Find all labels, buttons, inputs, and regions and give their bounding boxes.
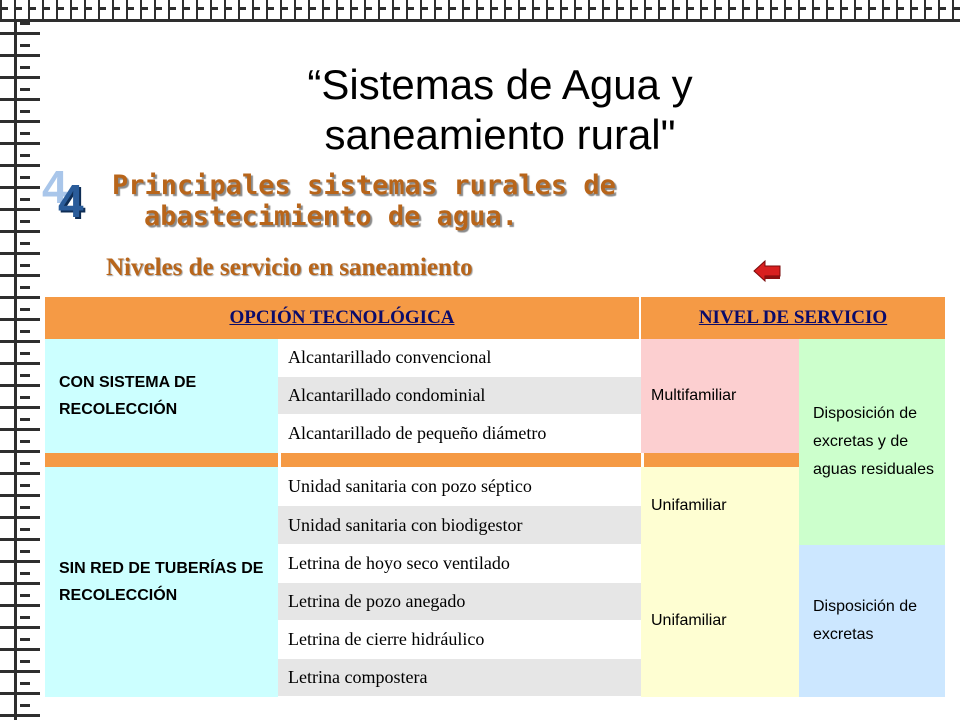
level-unifamiliar: Unifamiliar [641,545,799,697]
option-row: Letrina de pozo anegado [278,583,641,621]
option-row: Letrina compostera [278,659,641,697]
disposal-excretas: Disposición de excretas [799,545,945,697]
header-service-level: NIVEL DE SERVICIO [641,297,945,339]
decorative-top-border [0,0,960,22]
service-level-table [45,297,945,697]
decorative-left-border [0,22,40,720]
level-multifamiliar: Multifamiliar [641,339,799,453]
subtitle-line-2: abastecimiento de agua. [144,201,518,232]
option-row: Alcantarillado de pequeño diámetro [278,415,641,453]
category-sin-red: SIN RED DE TUBERÍAS DE RECOLECCIÓN [45,467,278,697]
separator-row [281,453,641,467]
section-heading: Niveles de servicio en saneamiento [106,254,473,281]
disposal-excretas-aguas: Disposición de excretas y de aguas residuales [799,339,945,545]
title-line-2: saneamiento rural" [324,111,676,158]
option-row: Unidad sanitaria con pozo séptico [278,467,641,506]
option-row: Unidad sanitaria con biodigestor [278,506,641,545]
level-unifamiliar: Unifamiliar [641,467,799,545]
section-subtitle [112,170,712,232]
separator-row [644,453,799,467]
option-row: Letrina de hoyo seco ventilado [278,545,641,583]
category-con-sistema: CON SISTEMA DE RECOLECCIÓN [45,339,278,453]
header-technology-option: OPCIÓN TECNOLÓGICA [45,297,641,339]
slide-title [150,60,850,160]
title-line-1: “Sistemas de Agua y [307,61,693,108]
section-number-shadow: 4 [42,161,68,213]
option-row: Letrina de cierre hidráulico [278,621,641,659]
section-number: 4 [58,175,84,227]
back-arrow-icon[interactable] [752,258,782,284]
separator-row [45,453,278,467]
option-row: Alcantarillado convencional [278,339,641,377]
section-number-badge [40,160,110,230]
option-row: Alcantarillado condominial [278,377,641,415]
subtitle-line-1: Principales sistemas rurales de [112,170,616,201]
